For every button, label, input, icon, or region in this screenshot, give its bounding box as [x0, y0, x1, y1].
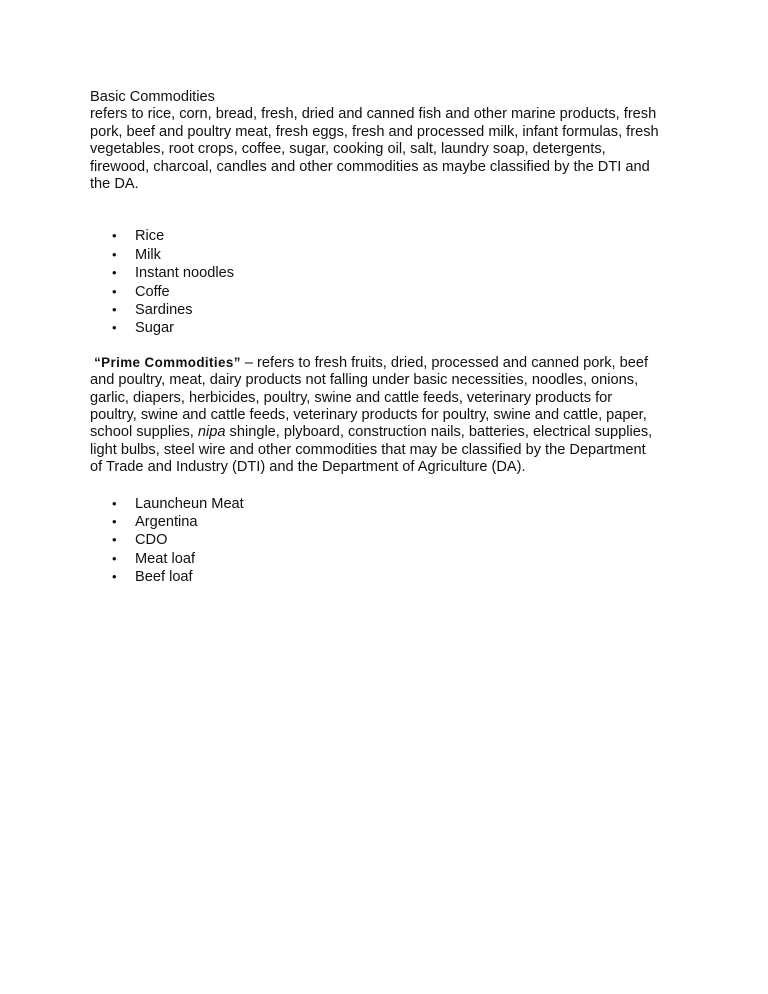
prime-definition-line: garlic, diapers, herbicides, poultry, swine and cattle feeds, veterinary products for: [90, 389, 613, 406]
bullet: •: [112, 514, 117, 530]
list-item: [90, 513, 690, 531]
list-item: [90, 531, 690, 549]
list-item-label: Sugar: [135, 320, 174, 337]
bullet: •: [112, 550, 117, 566]
list-item-label: Argentina: [135, 514, 198, 531]
basic-commodities-heading: Basic Commodities: [90, 89, 215, 105]
prime-definition-line: light bulbs, steel wire and other commodities that may be classified by the Department: [90, 441, 646, 458]
prime-commodities-term: “Prime Commodities”: [94, 354, 241, 370]
list-item-label: Rice: [135, 228, 165, 245]
list-item-label: Beef loaf: [135, 569, 193, 586]
bullet: •: [112, 302, 117, 317]
list-item-label: Launcheun Meat: [135, 495, 244, 512]
basic-definition-line: the DA.: [90, 176, 139, 193]
list-item-label: Meat loaf: [135, 550, 196, 567]
bullet: •: [112, 246, 117, 262]
prime-commodities-section: [90, 354, 690, 477]
prime-definition-text: shingle, plyboard, construction nails, batteries, electrical supplies,: [225, 424, 653, 441]
list-item-label: Sardines: [135, 302, 193, 318]
basic-commodities-section: [90, 89, 690, 193]
list-item: [90, 283, 690, 301]
bullet: •: [112, 532, 117, 548]
list-item: [90, 550, 690, 568]
bullet: •: [112, 265, 117, 281]
prime-definition-line: poultry, swine and cattle feeds, veterinary products for poultry, swine and cattle, paper,: [90, 407, 647, 423]
prime-definition-text: school supplies,: [90, 424, 198, 441]
prime-definition-text: – refers to fresh fruits, dried, processed and canned pork, beef: [240, 354, 649, 371]
list-item: [90, 319, 690, 337]
prime-definition-line: and poultry, meat, dairy products not falling under basic necessities, noodles, onions,: [90, 372, 639, 389]
list-item: [90, 227, 690, 245]
list-item: [90, 264, 690, 282]
basic-definition-line: pork, beef and poultry meat, fresh eggs, fresh and processed milk, infant formulas, fresh: [90, 123, 659, 140]
basic-commodities-list: [90, 227, 690, 337]
list-item-label: Milk: [135, 246, 161, 263]
prime-definition-line: [90, 354, 690, 372]
basic-definition-line: vegetables, root crops, coffee, sugar, cooking oil, salt, laundry soap, detergents,: [90, 141, 606, 158]
list-item: [90, 301, 690, 319]
basic-definition-line: firewood, charcoal, candles and other commodities as maybe classified by the DTI and: [90, 158, 650, 175]
prime-definition-line: [90, 424, 690, 441]
document-page: [90, 89, 690, 587]
bullet: •: [112, 569, 117, 585]
bullet: •: [112, 320, 117, 336]
bullet: •: [112, 283, 117, 299]
bullet: •: [112, 495, 117, 511]
list-item-label: Instant noodles: [135, 265, 234, 282]
list-item: [90, 495, 690, 513]
list-item: [90, 568, 690, 586]
prime-definition-line: of Trade and Industry (DTI) and the Department of Agriculture (DA).: [90, 459, 526, 476]
nipa-term: nipa: [197, 424, 226, 441]
prime-commodities-list: [90, 495, 690, 587]
list-item: [90, 246, 690, 264]
basic-definition-line: refers to rice, corn, bread, fresh, dried and canned fish and other marine products, fresh: [90, 106, 657, 123]
list-item-label: Coffe: [135, 283, 170, 300]
list-item-label: CDO: [135, 532, 168, 549]
bullet: •: [112, 228, 117, 244]
